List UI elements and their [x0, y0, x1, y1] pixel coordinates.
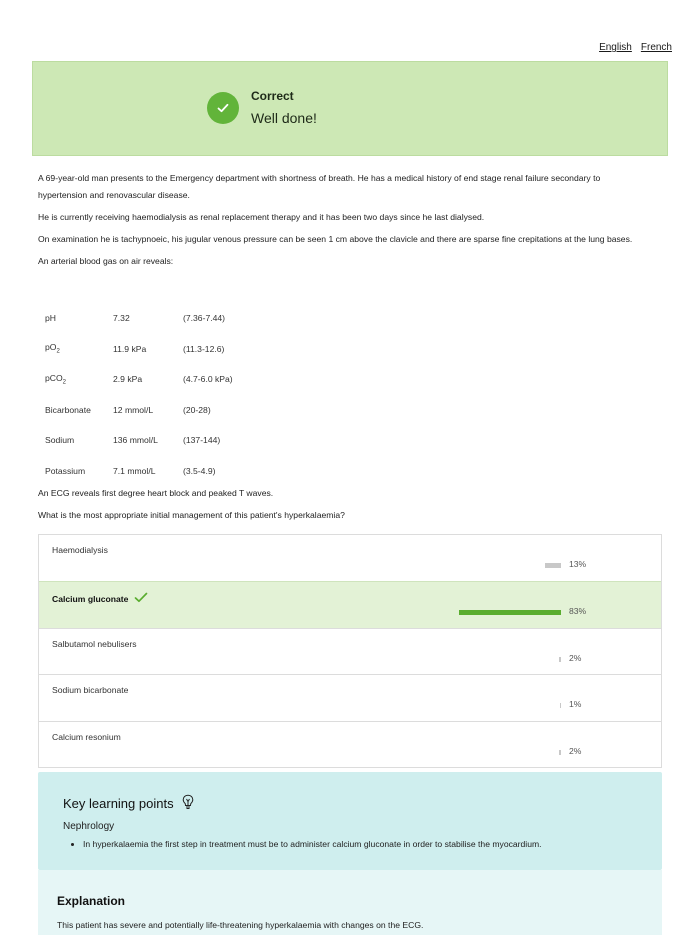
explanation-heading: Explanation	[57, 894, 126, 908]
abg-row	[45, 425, 233, 456]
stem-paragraph: A 69-year-old man presents to the Emergency department with shortness of breath. He has a medical history of end stage renal failure secondary to hypertension and renovascular disease.	[38, 173, 601, 200]
option-label: Sodium bicarbonate	[52, 685, 129, 696]
abg-name: $pO_2$	[45, 342, 60, 356]
ecg-finding: An ECG reveals first degree heart block and peaked T waves.	[38, 488, 274, 498]
abg-range: (11.3-12.6)	[183, 343, 225, 354]
response-percent: 2%	[569, 652, 582, 663]
response-bar	[560, 703, 561, 708]
response-bar	[545, 563, 561, 568]
result-status: Correct	[251, 89, 294, 103]
abg-range: (7.36-7.44)	[183, 313, 226, 324]
option-label: Calcium resonium	[52, 731, 121, 742]
abg-name: Potassium	[45, 465, 86, 476]
stem-paragraph: On examination he is tachypnoeic, his jugular venous pressure can be seen 1 cm above the clavicle and there are sparse fine crepitations at the lung bases.	[38, 234, 633, 244]
abg-value: 2.9 kPa	[113, 374, 143, 385]
abg-range: (4.7-6.0 kPa)	[183, 374, 233, 385]
abg-name: pCO$_2$	[45, 372, 67, 386]
abg-value: 11.9 kPa	[113, 343, 147, 354]
abg-row	[45, 334, 233, 365]
abg-row	[45, 395, 233, 426]
response-percent: 83%	[569, 606, 587, 617]
abg-value: 7.1 mmol/L	[113, 465, 156, 476]
abg-range: (137-144)	[183, 435, 221, 446]
abg-row	[45, 456, 233, 487]
answer-options	[38, 534, 662, 768]
abg-results-table	[45, 303, 233, 486]
klp-point: • In hyperkalaemia the first step in treatment must be to administer calcium gluconate in order to stabilise the myocardium.	[83, 839, 542, 849]
language-link-english[interactable]: English	[599, 42, 632, 53]
abg-value: 7.32	[113, 313, 130, 324]
answer-option-calcium-resonium[interactable]	[39, 721, 661, 767]
question-text: What is the most appropriate initial management of this patient's hyperkalaemia?	[38, 510, 345, 520]
option-label: Haemodialysis	[52, 545, 108, 555]
klp-heading: Key learning points	[63, 796, 174, 811]
abg-name: Sodium	[45, 435, 75, 446]
language-switcher	[599, 42, 672, 53]
abg-value: 12 mmol/L	[113, 404, 154, 415]
klp-list	[83, 839, 542, 849]
answer-option-haemodialysis[interactable]	[39, 535, 661, 581]
key-learning-points	[38, 772, 662, 870]
lightbulb-icon	[182, 794, 194, 813]
question-stem	[38, 170, 648, 275]
option-label: Salbutamol nebulisers	[52, 638, 137, 649]
stem-paragraph: He is currently receiving haemodialysis as renal replacement therapy and it has been two days since he last dialysed.	[38, 212, 485, 222]
abg-name: pH	[45, 313, 56, 324]
explanation-text: This patient has severe and potentially life-threatening hyperkalaemia with changes on the ECG.	[57, 920, 424, 930]
answer-option-calcium-gluconate[interactable]	[39, 581, 661, 627]
response-bar	[459, 610, 561, 615]
language-link-french[interactable]: French	[640, 42, 672, 53]
response-bar	[559, 657, 561, 662]
klp-category: Nephrology	[63, 821, 115, 832]
answer-option-salbutamol-nebulisers[interactable]	[39, 628, 661, 674]
correct-check-icon	[134, 592, 148, 605]
response-percent: 1%	[569, 699, 582, 710]
abg-range: (3.5-4.9)	[183, 465, 216, 476]
result-message: Well done!	[251, 110, 317, 126]
abg-range: (20-28)	[183, 404, 211, 415]
response-percent: 13%	[569, 559, 587, 569]
response-bar	[559, 750, 561, 755]
result-banner	[32, 61, 668, 156]
abg-row	[45, 364, 233, 395]
stem-paragraph: An arterial blood gas on air reveals:	[38, 256, 174, 266]
check-circle-icon	[207, 92, 239, 124]
abg-value: 136 mmol/L	[113, 435, 158, 446]
option-label: Calcium gluconate	[52, 593, 129, 604]
response-percent: 2%	[569, 745, 582, 756]
answer-option-sodium-bicarbonate[interactable]	[39, 674, 661, 720]
abg-row	[45, 303, 233, 334]
abg-name: Bicarbonate	[45, 404, 91, 415]
explanation-section	[38, 870, 662, 935]
